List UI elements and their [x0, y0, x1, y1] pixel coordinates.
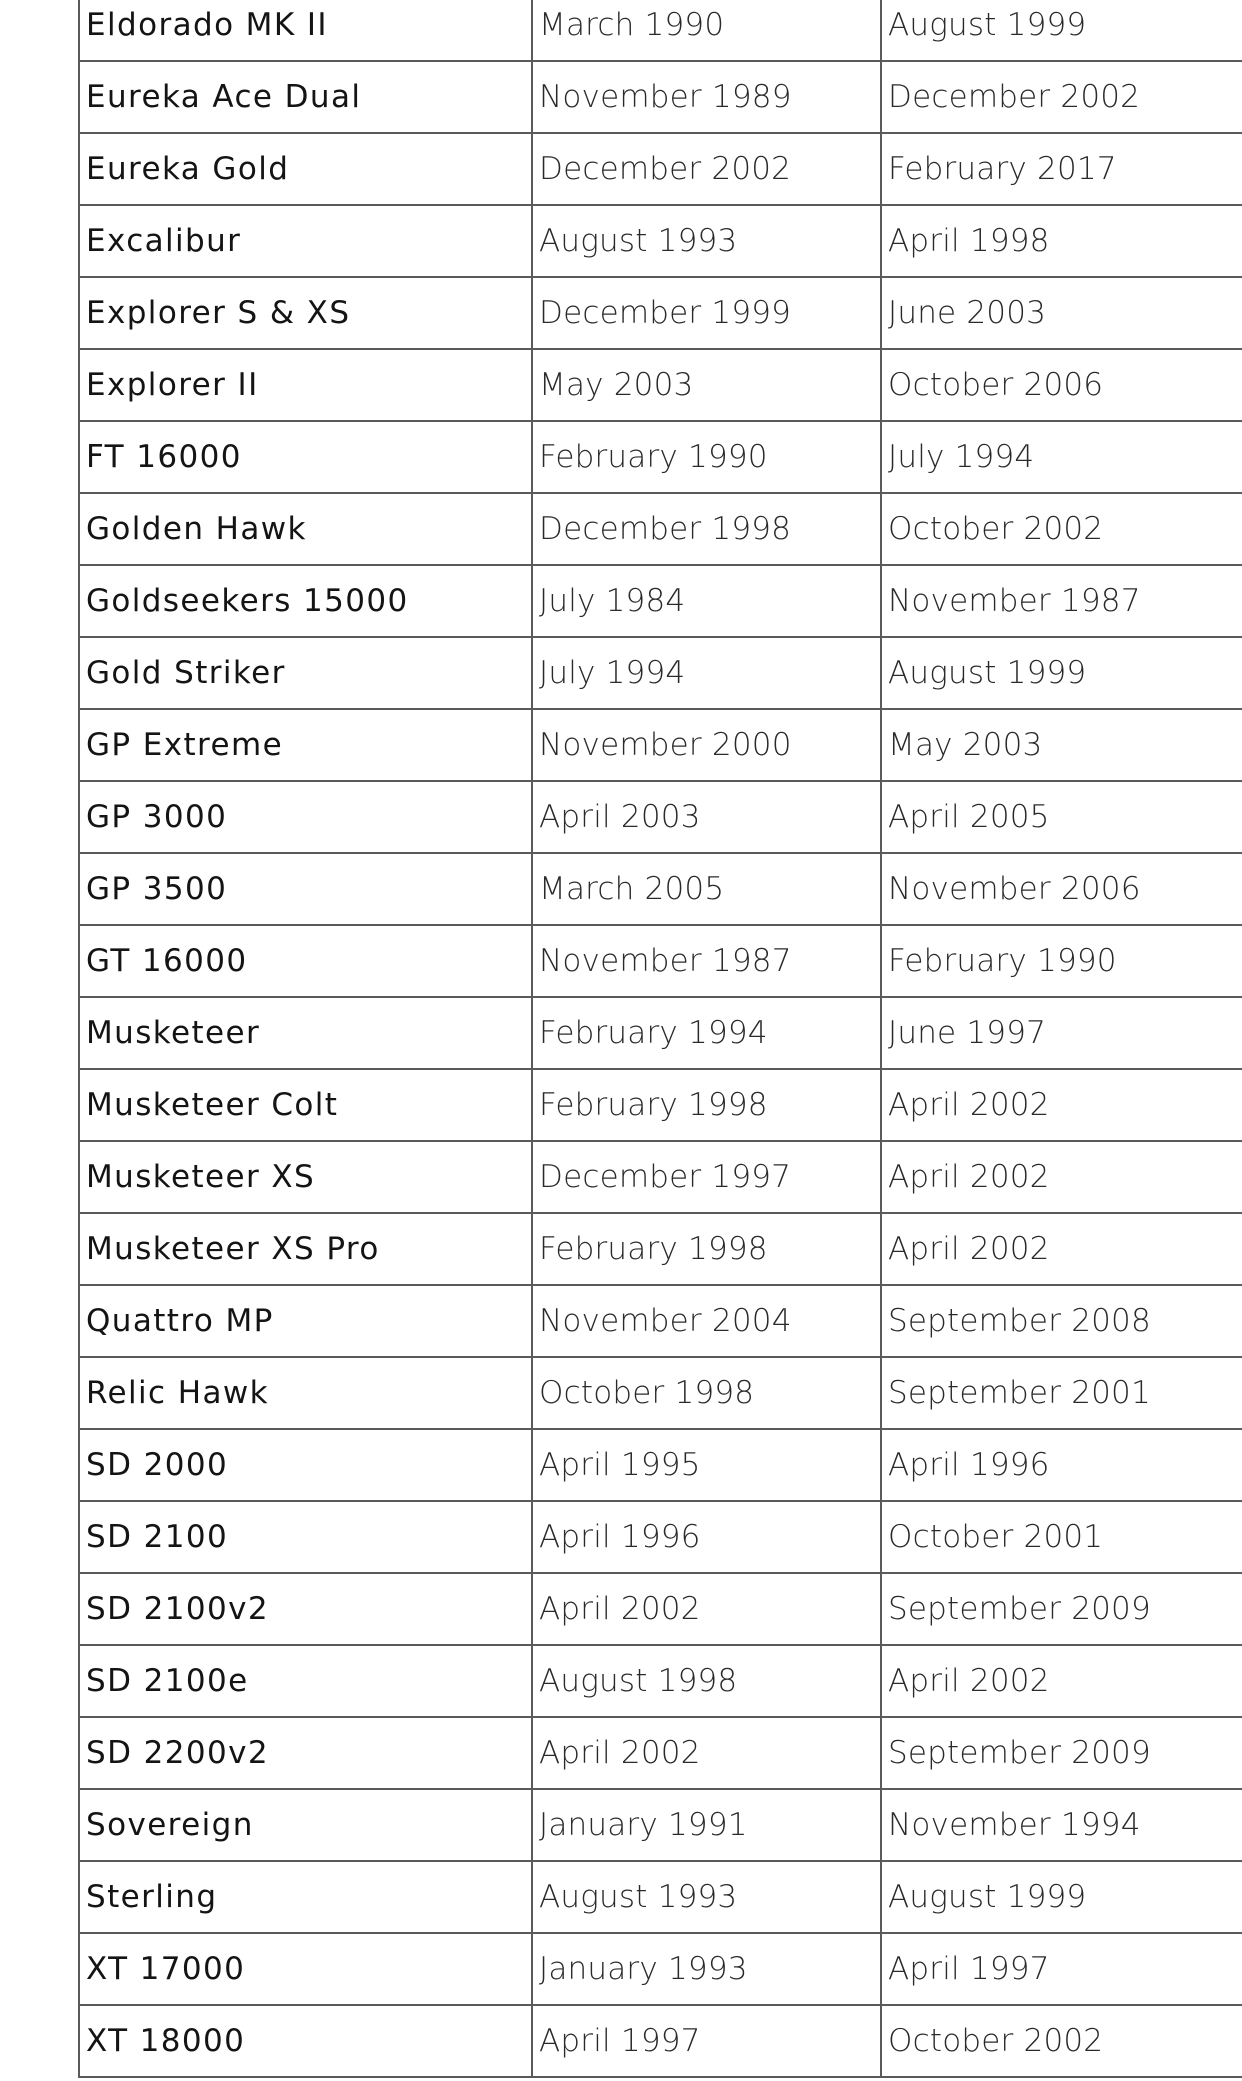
- model-name-cell: Eureka Gold: [79, 133, 532, 205]
- end-date-cell: August 1999: [881, 637, 1242, 709]
- model-name-cell: SD 2100e: [79, 1645, 532, 1717]
- start-date-cell: February 1990: [532, 421, 881, 493]
- table-row: [79, 0, 1242, 61]
- end-date-cell: April 2005: [881, 781, 1242, 853]
- table-row: [79, 1933, 1242, 2005]
- start-date-cell: August 1993: [532, 1861, 881, 1933]
- end-date-cell: October 2002: [881, 2005, 1242, 2077]
- start-date-cell: April 2002: [532, 1717, 881, 1789]
- start-date-cell: November 1987: [532, 925, 881, 997]
- start-date-cell: March 1990: [532, 0, 881, 61]
- model-name-cell: Explorer S & XS: [79, 277, 532, 349]
- model-name-cell: FT 16000: [79, 421, 532, 493]
- start-date-cell: December 1997: [532, 1141, 881, 1213]
- table-row: [79, 1285, 1242, 1357]
- model-name-cell: GP 3500: [79, 853, 532, 925]
- model-name-cell: SD 2000: [79, 1429, 532, 1501]
- end-date-cell: April 2002: [881, 1213, 1242, 1285]
- start-date-cell: April 2003: [532, 781, 881, 853]
- detector-model-table: [78, 0, 1242, 2078]
- start-date-cell: July 1984: [532, 565, 881, 637]
- start-date-cell: April 1997: [532, 2005, 881, 2077]
- table-row: [79, 1789, 1242, 1861]
- start-date-cell: April 2002: [532, 1573, 881, 1645]
- table-row: [79, 637, 1242, 709]
- table-body: [79, 0, 1242, 2077]
- end-date-cell: June 1997: [881, 997, 1242, 1069]
- end-date-cell: April 2002: [881, 1645, 1242, 1717]
- table-row: [79, 349, 1242, 421]
- model-name-cell: Excalibur: [79, 205, 532, 277]
- model-name-cell: Sterling: [79, 1861, 532, 1933]
- model-name-cell: Explorer II: [79, 349, 532, 421]
- model-name-cell: Eldorado MK II: [79, 0, 532, 61]
- table-row: [79, 2005, 1242, 2077]
- table-row: [79, 1861, 1242, 1933]
- end-date-cell: December 2002: [881, 61, 1242, 133]
- start-date-cell: July 1994: [532, 637, 881, 709]
- model-name-cell: Sovereign: [79, 1789, 532, 1861]
- start-date-cell: October 1998: [532, 1357, 881, 1429]
- start-date-cell: April 1995: [532, 1429, 881, 1501]
- end-date-cell: July 1994: [881, 421, 1242, 493]
- model-name-cell: SD 2200v2: [79, 1717, 532, 1789]
- table-row: [79, 565, 1242, 637]
- start-date-cell: November 2004: [532, 1285, 881, 1357]
- table-row: [79, 1213, 1242, 1285]
- end-date-cell: October 2001: [881, 1501, 1242, 1573]
- table-row: [79, 1069, 1242, 1141]
- model-name-cell: Eureka Ace Dual: [79, 61, 532, 133]
- start-date-cell: February 1994: [532, 997, 881, 1069]
- start-date-cell: March 2005: [532, 853, 881, 925]
- table-row: [79, 1357, 1242, 1429]
- table-row: [79, 925, 1242, 997]
- table-row: [79, 61, 1242, 133]
- end-date-cell: October 2002: [881, 493, 1242, 565]
- end-date-cell: June 2003: [881, 277, 1242, 349]
- end-date-cell: May 2003: [881, 709, 1242, 781]
- table-row: [79, 421, 1242, 493]
- model-name-cell: Musketeer XS Pro: [79, 1213, 532, 1285]
- end-date-cell: August 1999: [881, 0, 1242, 61]
- start-date-cell: November 1989: [532, 61, 881, 133]
- table-row: [79, 1573, 1242, 1645]
- table-row: [79, 997, 1242, 1069]
- end-date-cell: August 1999: [881, 1861, 1242, 1933]
- table-row: [79, 1645, 1242, 1717]
- end-date-cell: November 1994: [881, 1789, 1242, 1861]
- model-name-cell: Musketeer Colt: [79, 1069, 532, 1141]
- start-date-cell: November 2000: [532, 709, 881, 781]
- model-name-cell: Quattro MP: [79, 1285, 532, 1357]
- end-date-cell: February 2017: [881, 133, 1242, 205]
- end-date-cell: November 1987: [881, 565, 1242, 637]
- start-date-cell: January 1993: [532, 1933, 881, 2005]
- table-row: [79, 781, 1242, 853]
- start-date-cell: February 1998: [532, 1213, 881, 1285]
- end-date-cell: April 1998: [881, 205, 1242, 277]
- end-date-cell: November 2006: [881, 853, 1242, 925]
- model-name-cell: GT 16000: [79, 925, 532, 997]
- model-name-cell: SD 2100v2: [79, 1573, 532, 1645]
- start-date-cell: May 2003: [532, 349, 881, 421]
- table-row: [79, 1141, 1242, 1213]
- end-date-cell: September 2001: [881, 1357, 1242, 1429]
- start-date-cell: December 1998: [532, 493, 881, 565]
- table-row: [79, 277, 1242, 349]
- model-name-cell: Relic Hawk: [79, 1357, 532, 1429]
- end-date-cell: September 2009: [881, 1717, 1242, 1789]
- table-row: [79, 1429, 1242, 1501]
- model-name-cell: Musketeer: [79, 997, 532, 1069]
- table-row: [79, 709, 1242, 781]
- table-row: [79, 1717, 1242, 1789]
- end-date-cell: April 1997: [881, 1933, 1242, 2005]
- table-row: [79, 1501, 1242, 1573]
- model-name-cell: Musketeer XS: [79, 1141, 532, 1213]
- start-date-cell: January 1991: [532, 1789, 881, 1861]
- model-name-cell: XT 17000: [79, 1933, 532, 2005]
- start-date-cell: August 1993: [532, 205, 881, 277]
- end-date-cell: April 2002: [881, 1141, 1242, 1213]
- start-date-cell: December 2002: [532, 133, 881, 205]
- table-row: [79, 493, 1242, 565]
- table-row: [79, 853, 1242, 925]
- model-name-cell: Gold Striker: [79, 637, 532, 709]
- model-name-cell: XT 18000: [79, 2005, 532, 2077]
- end-date-cell: October 2006: [881, 349, 1242, 421]
- end-date-cell: February 1990: [881, 925, 1242, 997]
- model-date-table: [78, 0, 1242, 2078]
- model-name-cell: Golden Hawk: [79, 493, 532, 565]
- start-date-cell: August 1998: [532, 1645, 881, 1717]
- start-date-cell: April 1996: [532, 1501, 881, 1573]
- table-row: [79, 205, 1242, 277]
- end-date-cell: April 1996: [881, 1429, 1242, 1501]
- model-name-cell: GP 3000: [79, 781, 532, 853]
- end-date-cell: September 2008: [881, 1285, 1242, 1357]
- start-date-cell: December 1999: [532, 277, 881, 349]
- end-date-cell: April 2002: [881, 1069, 1242, 1141]
- end-date-cell: September 2009: [881, 1573, 1242, 1645]
- start-date-cell: February 1998: [532, 1069, 881, 1141]
- table-row: [79, 133, 1242, 205]
- model-name-cell: SD 2100: [79, 1501, 532, 1573]
- model-name-cell: Goldseekers 15000: [79, 565, 532, 637]
- model-name-cell: GP Extreme: [79, 709, 532, 781]
